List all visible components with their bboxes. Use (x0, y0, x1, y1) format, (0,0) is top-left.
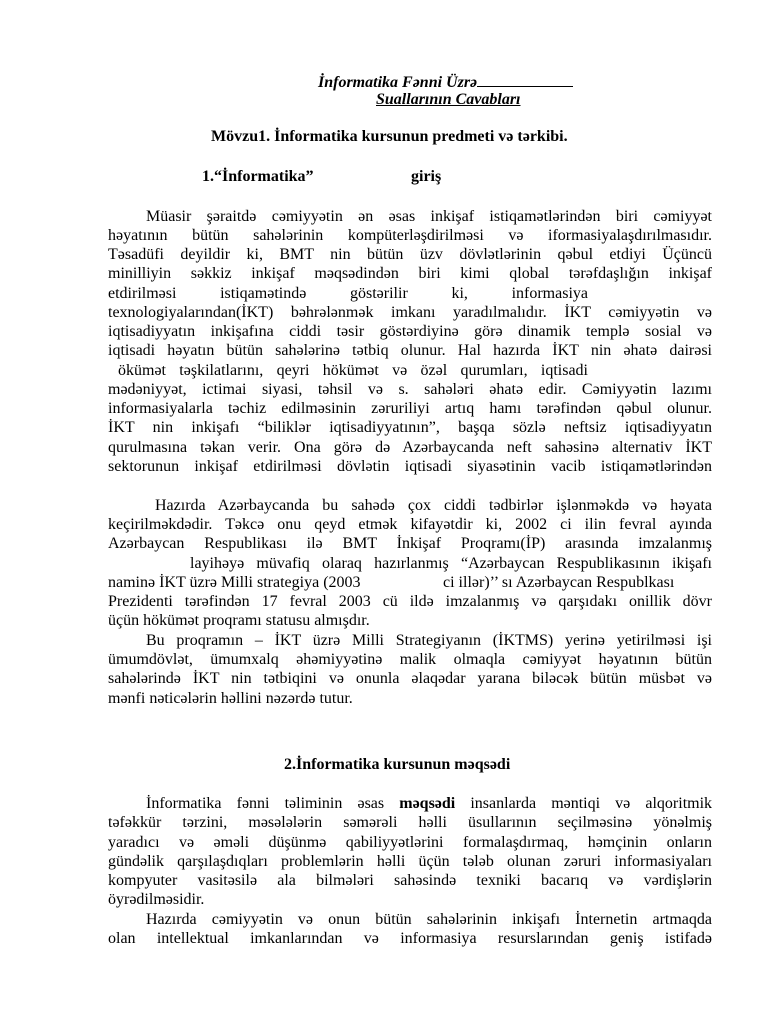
text-line: texnologiyalarından(İKT) bəhrələnmək imkanı yaradılmalıdır. İKT cəmiyyətin və (108, 304, 712, 321)
text-line: iqtisadi həyatın bütün sahələrinə tətbiq olunur. Hal hazırda İKT nin əhatə dairəsi (108, 342, 712, 359)
text-line: Təsadüfi deyildir ki, BMT nin bütün üzv dövlətlərinin qəbul etdiyi Üçüncü (108, 246, 712, 263)
text-line: Azərbaycan Respublikası ilə BMT İnkişaf Proqramı(İP) arasında imzalanmış (108, 535, 712, 552)
text-line: yaradıcı və əməli düşünmə qabiliyyətlərini formalaşdırmaq, həmçinin onların (108, 834, 712, 851)
text-line: ci illər)’’ sı Azərbaycan Respublkası (443, 574, 675, 591)
text-line: İnformatika fənni təliminin əsas məqsədi insanlarda məntiqi və alqoritmik (146, 795, 713, 812)
text-line: keçirilməkdədir. Təkcə onu qeyd etmək kifayətdir ki, 2002 ci ilin fevral ayında (108, 516, 712, 533)
text-line: iqtisadiyyatın inkişafına ciddi təsir göstərdiyinə görə dinamik templə sosial və (108, 323, 712, 340)
text-line: ökümət təşkilatlarını, qeyri hökümət və özəl qurumları, iqtisadi (118, 362, 588, 379)
text-line: təfəkkür tərzini, məsələlərin səmərəli həlli üsullarının seçilməsinə yönəlmiş (108, 814, 712, 831)
text-line: layihəyə müvafiq olaraq hazırlanmış “Azərbaycan Respublikasının ikişafı (190, 555, 712, 572)
section1-heading-suffix: giriş (411, 168, 442, 185)
text-line: İKT nin inkişafı “biliklər iqtisadiyyatının”, başqa sözlə neftsiz iqtisadiyyatın (108, 419, 712, 436)
text-line: ümumdövlət, ümumxalq əhəmiyyətinə malik olmaqla cəmiyyət həyatının bütün (108, 651, 712, 668)
document-title-line1: İnformatika Fənni Üzrə (318, 72, 573, 92)
text-line: Prezidenti tərəfindən 17 fevral 2003 cü ildə imzalanmış və qarşıdakı onillik dövr (108, 593, 712, 610)
text-line: mədəniyyət, ictimai siyasi, təhsil və s. sahələri əhatə edir. Cəmiyyətin lazımı (108, 381, 712, 398)
text-line: üçün hökümət proqramı statusu almışdır. (108, 612, 370, 629)
text-line: gündəlik qarşılaşdıqları problemlərin həlli üçün tələb olunan zəruri informasiyaları (108, 853, 712, 870)
text-line: sahələrində İKT nin tətbiqini və onunla əlaqədar yarana biləcək bütün müsbət və (108, 670, 712, 687)
text-line: informasiyalarla təchiz edilməsinin zəruriliyi artıq hamı tərəfindən qəbul olunur. (108, 400, 712, 417)
text-line: qurulmasına təkan verir. Ona görə də Azərbaycanda neft sahəsinə alternativ İKT (108, 439, 712, 456)
section2-heading: 2.İnformatika kursunun məqsədi (284, 756, 511, 773)
emphasis-word: məqsədi (399, 795, 456, 812)
text-line: naminə İKT üzrə Milli strategiya (2003 (108, 574, 361, 591)
text-line: sektorunun inkişaf etdirilməsi dövlətin iqtisadi siyasətinin vacib istiqamətlərindən (108, 458, 712, 475)
topic-title: Mövzu1. İnformatika kursunun predmeti və tərkibi. (211, 128, 568, 145)
text-line: öyrədilməsidir. (108, 891, 205, 908)
text-line: olan intellektual imkanlarından və informasiya resurslarından geniş istifadə (108, 930, 712, 947)
section1-heading: 1.“İnformatika” (202, 168, 314, 185)
text-line: Hazırda cəmiyyətin və onun bütün sahələrinin inkişafı İnternetin artmaqda (146, 911, 712, 928)
text-line: minilliyin səkkiz inkişaf məqsədindən biri kimi qlobal tərəfdaşlığın inkişaf (108, 265, 712, 282)
text-line: kompyuter vasitəsilə ala bilmələri sahəsində texniki bacarıq və vərdişlərin (108, 872, 712, 889)
text-line: etdirilməsi istiqamətində göstərilir ki, informasiya (108, 285, 588, 302)
document-title-line2: Suallarının Cavabları (376, 91, 521, 108)
text-line: Müasir şəraitdə cəmiyyətin ən əsas inkişaf istiqamətlərindən biri cəmiyyət (146, 208, 712, 225)
text-line: mənfi nəticələrin həllini nəzərdə tutur. (108, 690, 353, 707)
text-line: həyatının bütün sahələrinin kompüterləşdirilməsi və iformasiyalaşdırılmasıdır. (108, 227, 712, 244)
text-line: Bu proqramın – İKT üzrə Milli Strategiyanın (İKTMS) yerinə yetirilməsi işi (146, 632, 712, 649)
text-line: Hazırda Azərbaycanda bu sahədə çox ciddi tədbirlər işlənməkdə və həyata (155, 497, 712, 514)
